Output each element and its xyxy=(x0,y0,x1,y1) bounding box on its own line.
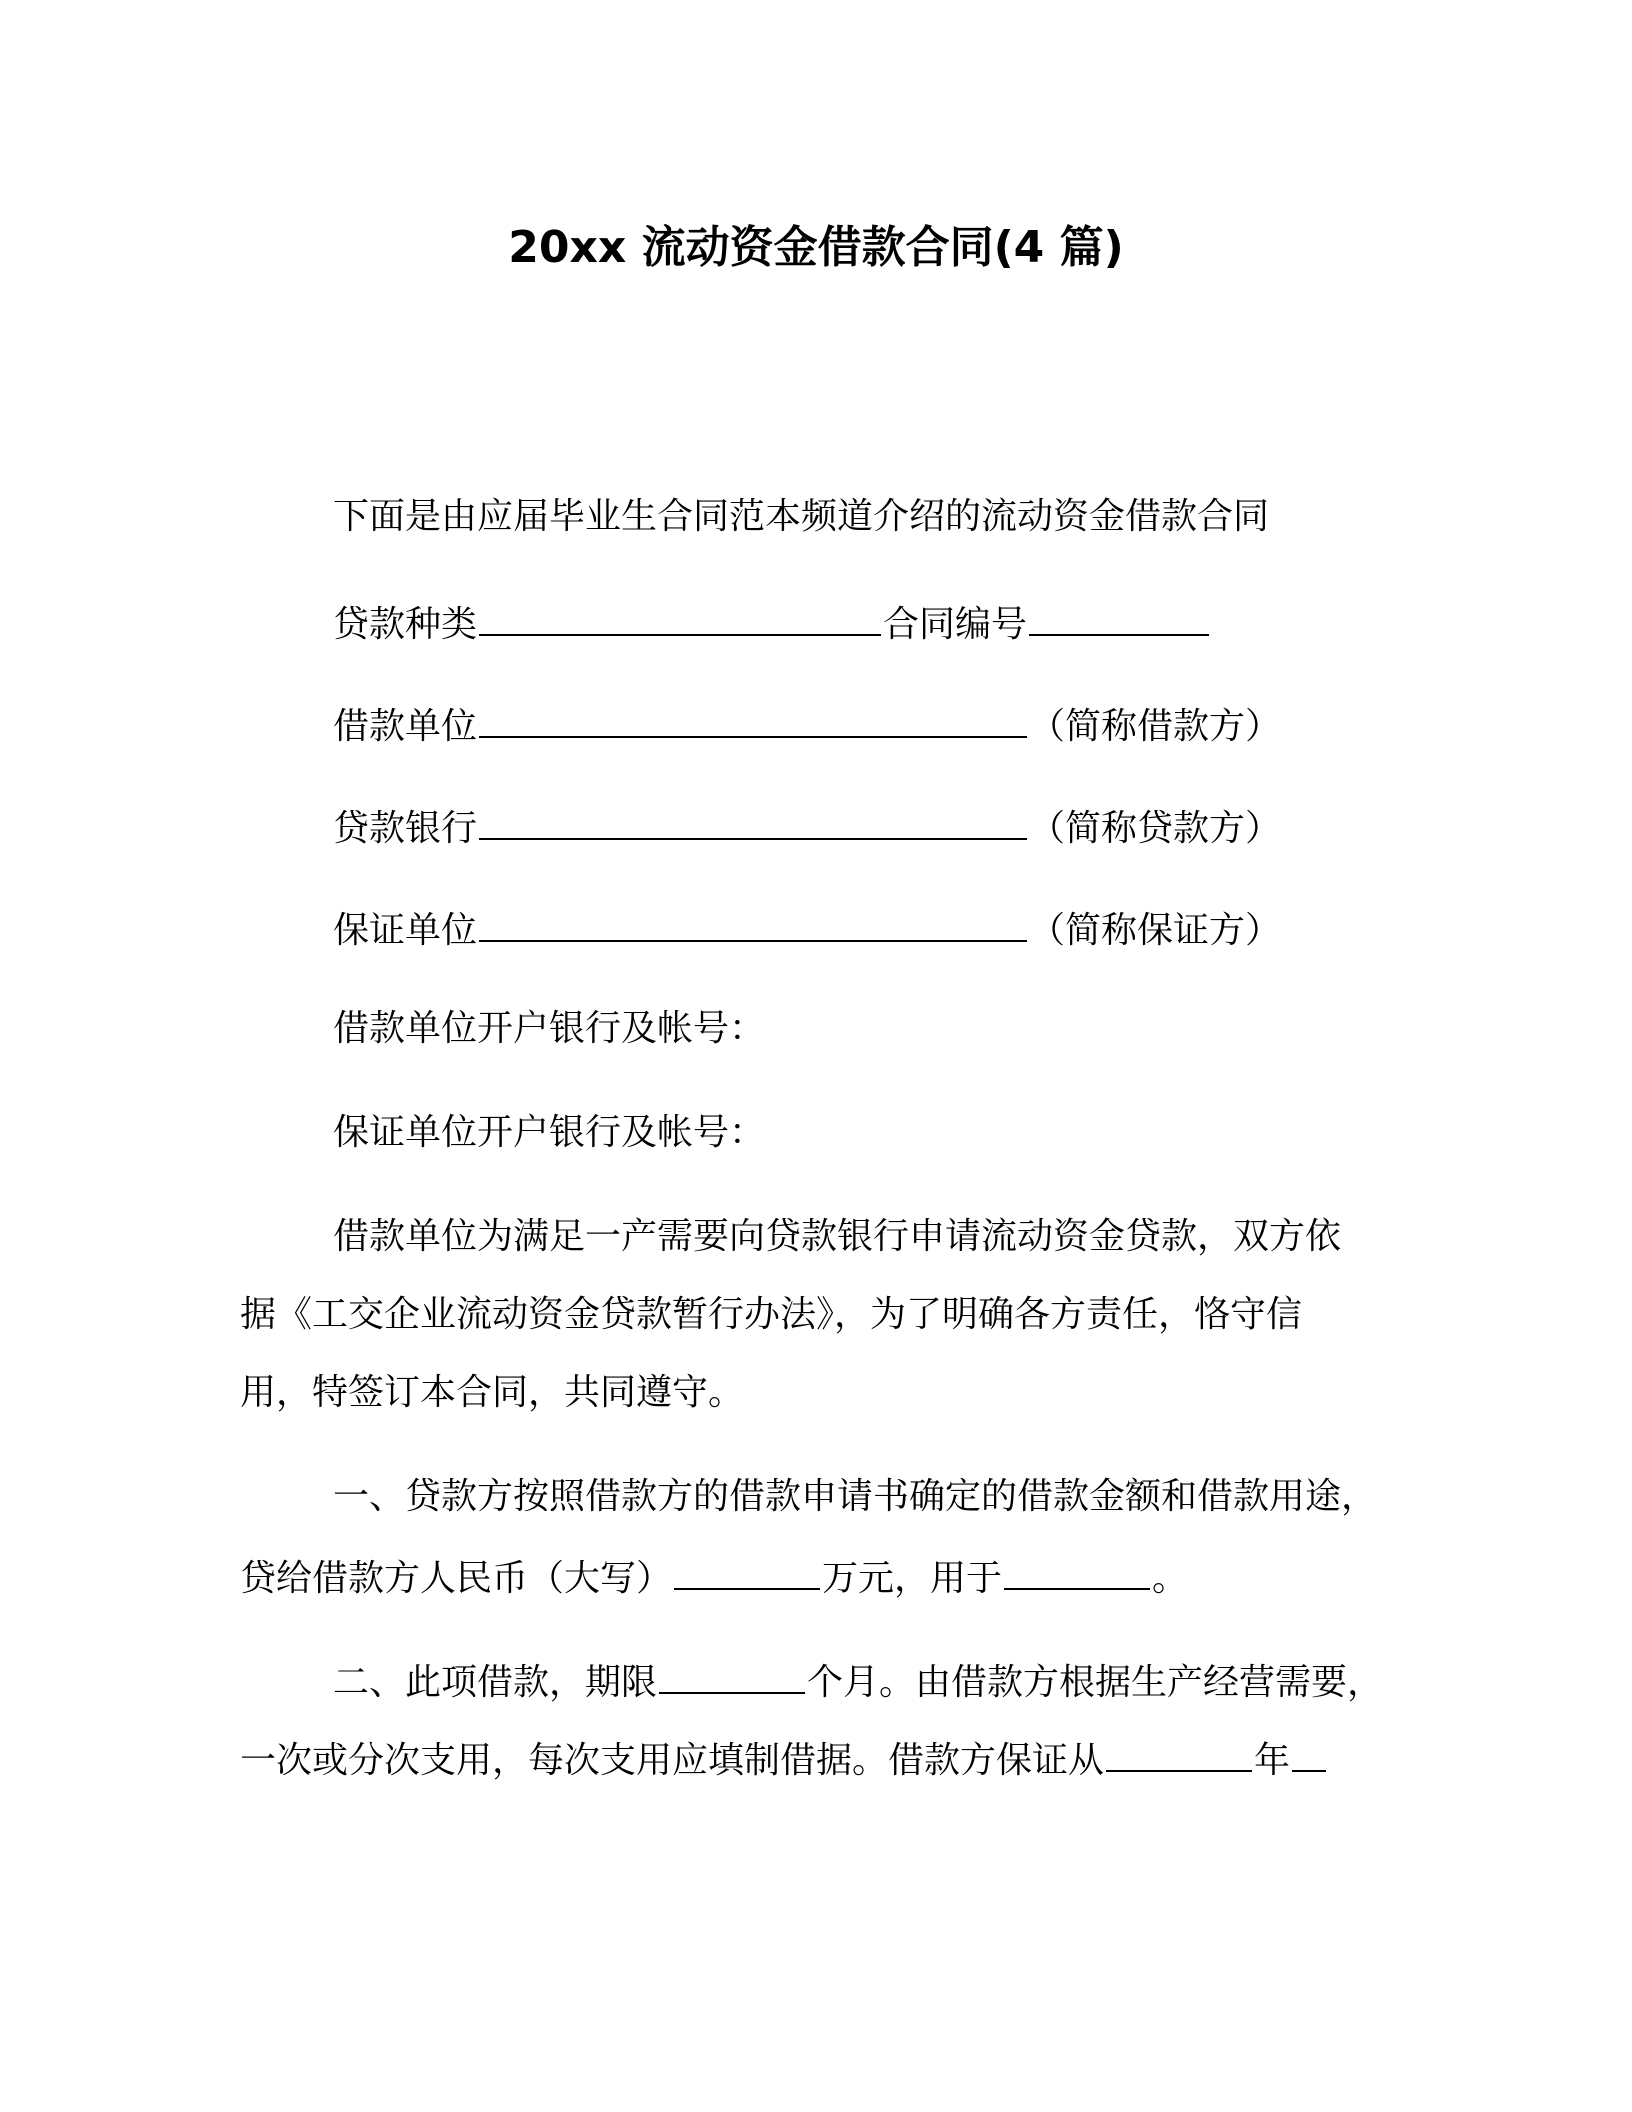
para2-line2-c: 。 xyxy=(1152,1558,1189,1599)
para2-line2 xyxy=(240,1550,1400,1604)
para2-line2-a: 贷给借款方人民币（大写） xyxy=(240,1558,673,1599)
borrower-blank xyxy=(479,698,1027,738)
month-blank xyxy=(1292,1732,1326,1772)
guarantor-short: （简称保证方） xyxy=(1029,910,1282,951)
intro-text: 下面是由应届毕业生合同范本频道介绍的流动资金借款合同 xyxy=(333,496,1270,537)
lender-label: 贷款银行 xyxy=(333,808,478,849)
lender-short: （简称贷款方） xyxy=(1029,808,1282,849)
para3-line2-b: 年 xyxy=(1254,1740,1291,1781)
purpose-blank xyxy=(1004,1550,1150,1590)
para3-line1 xyxy=(333,1654,1493,1708)
lender-blank xyxy=(479,800,1027,840)
guarantor-blank xyxy=(479,902,1027,942)
borrower-short: （简称借款方） xyxy=(1029,706,1282,747)
para2-line2-b: 万元，用于 xyxy=(822,1558,1003,1599)
borrower-row xyxy=(333,698,1493,752)
para1-line3: 用，特签订本合同，共同遵守。 xyxy=(240,1372,745,1413)
year-blank xyxy=(1106,1732,1252,1772)
guarantor-row xyxy=(333,902,1493,956)
guarantor-label: 保证单位 xyxy=(333,910,478,951)
para3-line2-a: 一次或分次支用，每次支用应填制借据。借款方保证从 xyxy=(240,1740,1105,1781)
borrower-label: 借款单位 xyxy=(333,706,478,747)
document-title: 20xx 流动资金借款合同(4 篇) xyxy=(508,222,1124,273)
para1-line2: 据《工交企业流动资金贷款暂行办法》，为了明确各方责任，恪守信 xyxy=(240,1294,1303,1335)
lender-row xyxy=(333,800,1493,854)
loan-type-blank xyxy=(479,596,881,636)
para2-line1: 一、贷款方按照借款方的借款申请书确定的借款金额和借款用途， xyxy=(333,1476,1378,1517)
para1-line1: 借款单位为满足一产需要向贷款银行申请流动资金贷款，双方依 xyxy=(333,1216,1342,1257)
para3-line1-b: 个月。由借款方根据生产经营需要， xyxy=(807,1662,1384,1703)
borrower-account-row: 借款单位开户银行及帐号： xyxy=(333,1008,766,1049)
contract-no-blank xyxy=(1029,596,1209,636)
contract-no-label: 合同编号 xyxy=(883,604,1028,645)
para3-line2 xyxy=(240,1732,1400,1786)
loan-type-label: 贷款种类 xyxy=(333,604,478,645)
guarantor-account-row: 保证单位开户银行及帐号： xyxy=(333,1112,766,1153)
para3-line1-a: 二、此项借款，期限 xyxy=(333,1662,658,1703)
amount-blank xyxy=(674,1550,820,1590)
loan-type-row xyxy=(333,596,1493,650)
term-blank xyxy=(659,1654,805,1694)
